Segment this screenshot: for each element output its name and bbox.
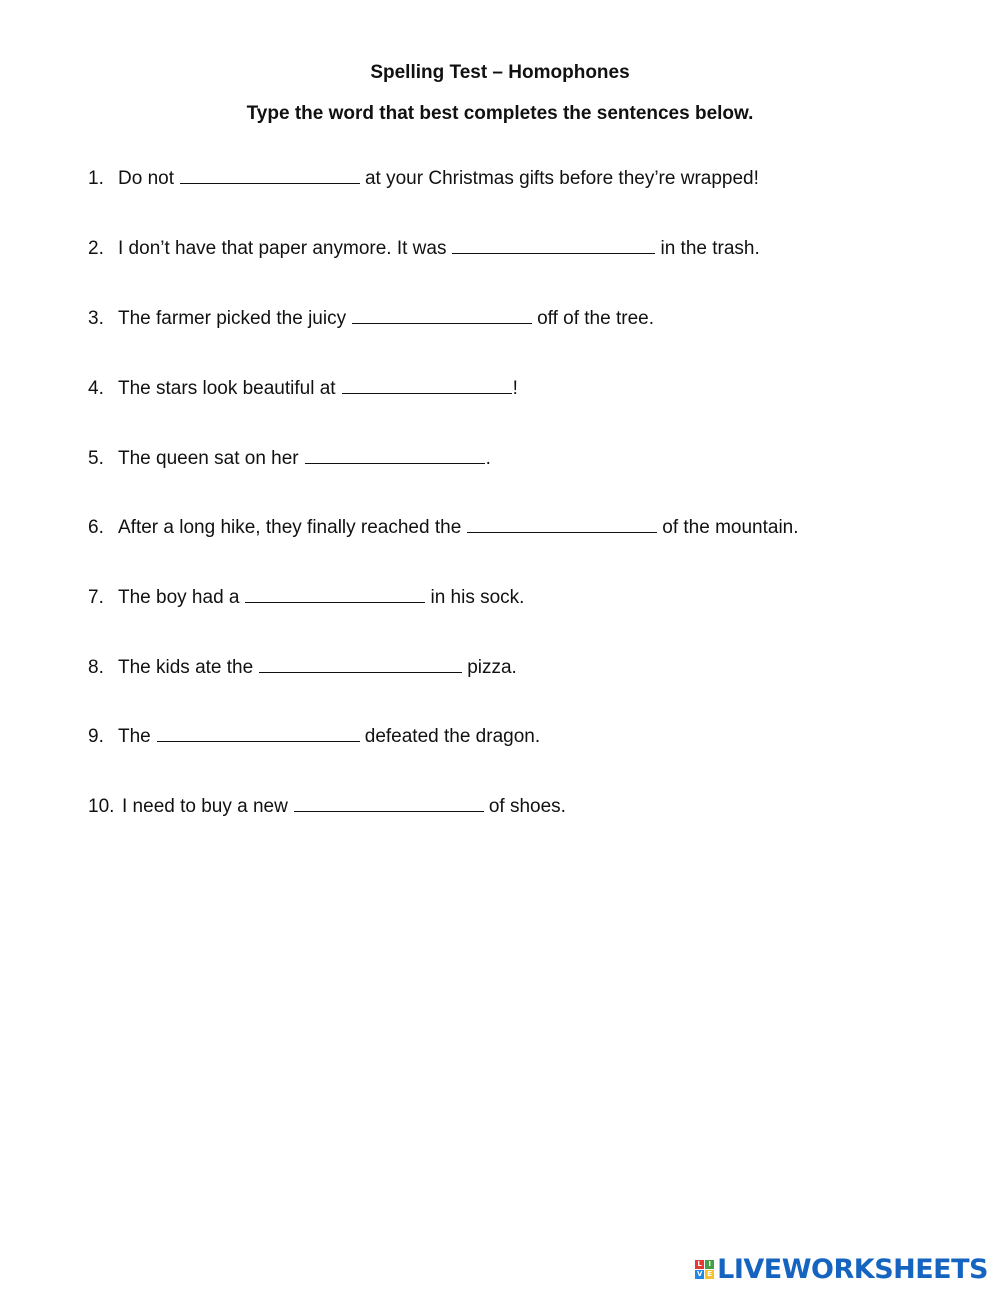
question-text-before: The farmer picked the juicy xyxy=(118,308,347,329)
question-number: 1. xyxy=(88,168,104,189)
instructions: Type the word that best completes the sentences below. xyxy=(246,103,754,124)
question-5 xyxy=(88,447,491,470)
question-text-after: in his sock. xyxy=(430,587,525,608)
question-text-before: After a long hike, they finally reached the xyxy=(118,517,462,538)
question-text-after: defeated the dragon. xyxy=(364,726,541,747)
question-text-before: The kids ate the xyxy=(118,657,254,678)
answer-blank[interactable] xyxy=(467,516,657,533)
question-text-after: of shoes. xyxy=(488,796,566,817)
question-number: 8. xyxy=(88,657,104,678)
question-7 xyxy=(88,586,524,609)
question-text-after: pizza. xyxy=(467,657,517,678)
question-1 xyxy=(88,167,759,190)
question-text-after: in the trash. xyxy=(660,238,760,259)
question-9 xyxy=(88,725,540,748)
question-text-after: at your Christmas gifts before they’re wrapped! xyxy=(364,168,759,189)
question-text-after: ! xyxy=(512,378,518,399)
logo-mark-letter: L xyxy=(695,1260,704,1269)
question-number: 9. xyxy=(88,726,104,747)
answer-blank[interactable] xyxy=(294,795,484,812)
question-text-after: . xyxy=(485,448,491,469)
logo-text: LIVEWORKSHEETS xyxy=(717,1253,988,1285)
question-number: 3. xyxy=(88,308,104,329)
question-text-before: I don’t have that paper anymore. It was xyxy=(118,238,447,259)
question-text-before: The stars look beautiful at xyxy=(118,378,336,399)
question-text-before: I need to buy a new xyxy=(122,796,288,817)
question-text-before: The xyxy=(118,726,151,747)
question-text-after: off of the tree. xyxy=(537,308,654,329)
question-number: 4. xyxy=(88,378,104,399)
question-4 xyxy=(88,377,518,400)
question-2 xyxy=(88,237,760,260)
logo-mark-letter: V xyxy=(696,1269,703,1278)
question-8 xyxy=(88,656,517,679)
question-number: 6. xyxy=(88,517,104,538)
answer-blank[interactable] xyxy=(157,725,360,742)
logo-mark-letter: I xyxy=(705,1260,714,1269)
liveworksheets-logo xyxy=(695,1254,988,1284)
question-number: 7. xyxy=(88,587,104,608)
question-6 xyxy=(88,516,799,539)
question-text-before: The queen sat on her xyxy=(118,448,299,469)
question-number: 10. xyxy=(88,796,115,817)
question-text-before: Do not xyxy=(118,168,174,189)
answer-blank[interactable] xyxy=(180,167,360,184)
question-text-after: of the mountain. xyxy=(662,517,799,538)
question-number: 5. xyxy=(88,448,104,469)
logo-mark-icon xyxy=(695,1260,714,1279)
answer-blank[interactable] xyxy=(245,586,425,603)
question-text-before: The boy had a xyxy=(118,587,240,608)
answer-blank[interactable] xyxy=(259,656,462,673)
question-number: 2. xyxy=(88,238,104,259)
question-3 xyxy=(88,307,654,330)
answer-blank[interactable] xyxy=(342,377,512,394)
answer-blank[interactable] xyxy=(452,237,655,254)
worksheet-title: Spelling Test – Homophones xyxy=(370,62,630,83)
logo-mark-letter: E xyxy=(705,1270,714,1279)
question-10 xyxy=(88,795,566,818)
answer-blank[interactable] xyxy=(305,447,485,464)
answer-blank[interactable] xyxy=(352,307,532,324)
